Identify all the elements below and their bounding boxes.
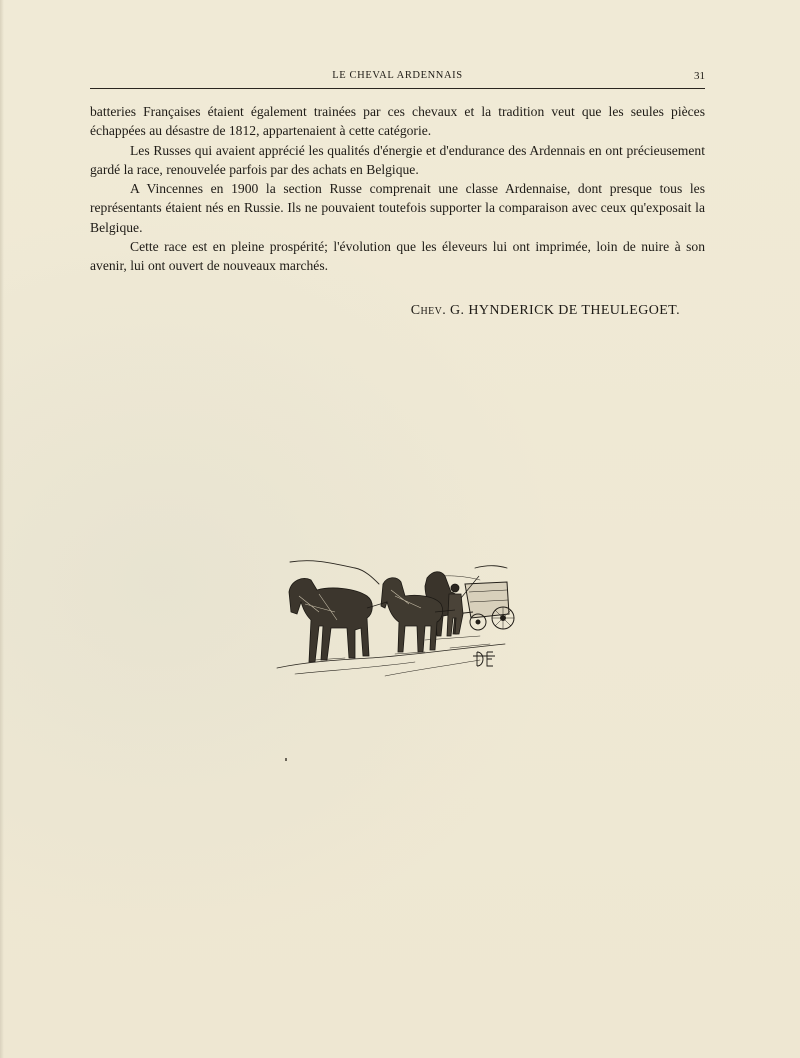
horse-team-engraving-icon (275, 556, 520, 681)
header-rule (90, 88, 705, 89)
paper-speck (285, 758, 287, 761)
paragraph: batteries Françaises étaient également trainées par ces chevaux et la tradition veut que les seules pièces échappées au désastre de 1812, appartenaient à cette catégorie. (90, 104, 705, 139)
author-signature (90, 303, 680, 319)
signature-prefix: Chev. (410, 303, 447, 318)
paragraph: A Vincennes en 1900 la section Russe comprenait une classe Ardennaise, dont presque tous les représentants étaient nés en Russie. Ils ne pouvaient toutefois supporter la comparaison avec ceux qu'exposait la Belgique. (90, 181, 705, 235)
body-text (90, 102, 705, 276)
signature-name: G. HYNDERICK DE THEULEGOET. (450, 303, 680, 318)
paragraph: Cette race est en pleine prospérité; l'évolution que les éleveurs lui ont imprimée, loin de nuire à son avenir, lui ont ouvert de nouveaux marchés. (90, 239, 705, 274)
page-number: 31 (694, 70, 705, 82)
running-title: LE CHEVAL ARDENNAIS (332, 70, 463, 81)
page-edge-shadow (0, 0, 4, 1058)
paragraph: Les Russes qui avaient apprécié les qualités d'énergie et d'endurance des Ardennais en ont précieusement gardé la race, renouvelée parfois par des achats en Belgique. (90, 142, 705, 177)
running-header (90, 66, 705, 86)
